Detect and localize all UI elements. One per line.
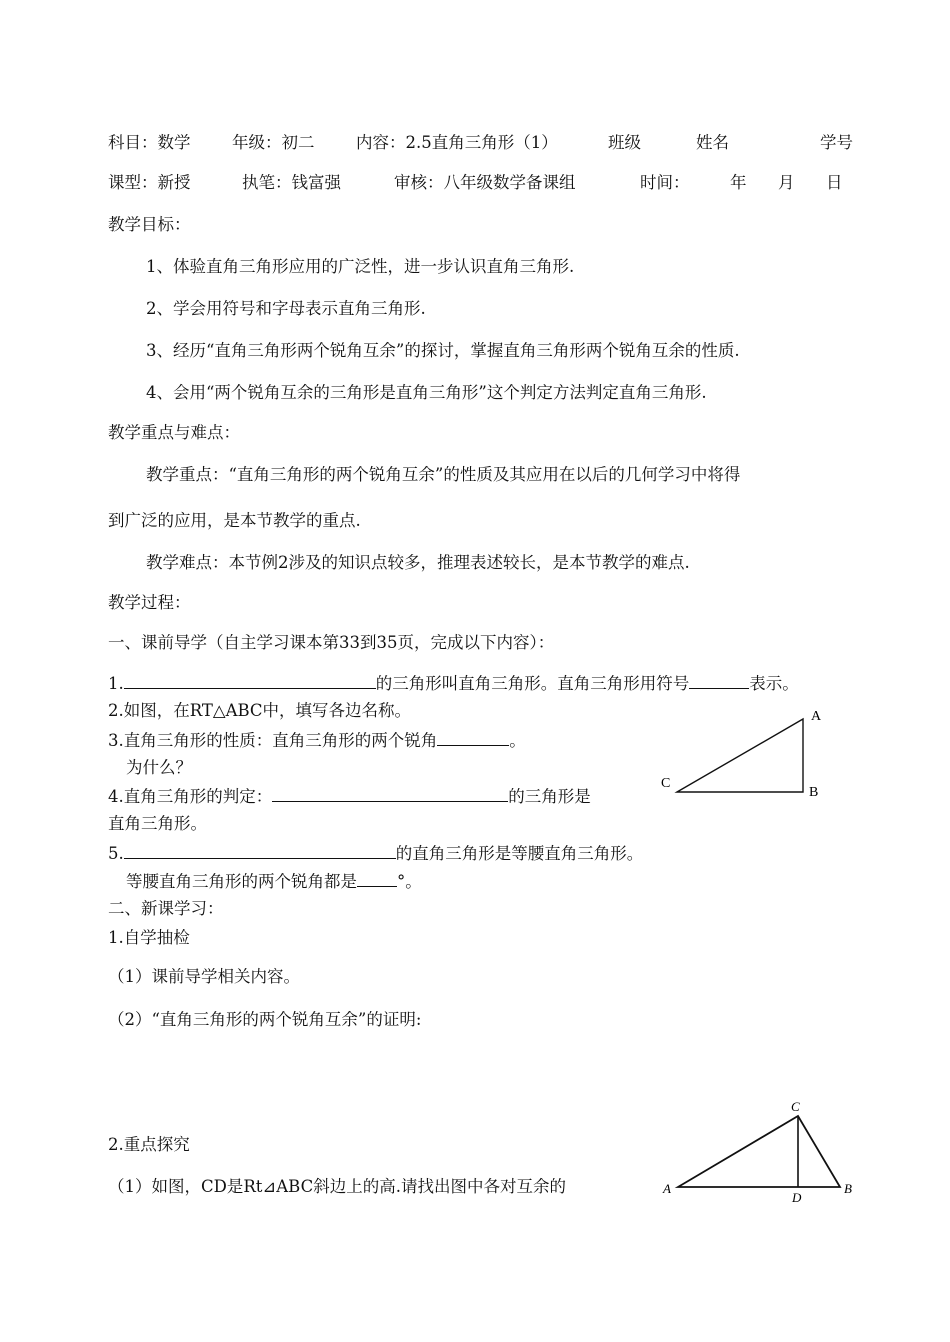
q4-suffix: 的三角形是 bbox=[508, 787, 591, 806]
goal-item-1: 1、体验直角三角形应用的广泛性，进一步认识直角三角形. bbox=[146, 257, 575, 276]
content-field: 内容：2.5直角三角形（1） bbox=[356, 133, 558, 152]
question-5 bbox=[108, 842, 643, 865]
key-points-title: 教学重点与难点： bbox=[108, 423, 240, 442]
question-4-line-2: 直角三角形。 bbox=[108, 814, 207, 833]
class-field: 班级 bbox=[608, 133, 641, 152]
q1-prefix: 1. bbox=[108, 674, 124, 693]
time-field: 时间： bbox=[640, 173, 690, 192]
q3-suffix: 。 bbox=[509, 731, 526, 750]
q3-blank[interactable] bbox=[437, 729, 509, 746]
process-title: 教学过程： bbox=[108, 593, 191, 612]
question-2: 2.如图，在RT△ABC中，填写各边名称。 bbox=[108, 701, 412, 720]
question-3-why: 为什么？ bbox=[126, 758, 192, 777]
question-4 bbox=[108, 785, 591, 808]
q5-line2-prefix: 等腰直角三角形的两个锐角都是 bbox=[126, 872, 357, 891]
q5-prefix: 5. bbox=[108, 844, 124, 863]
label-c: C bbox=[661, 776, 671, 791]
lesson-type-field: 课型：新授 bbox=[108, 173, 191, 192]
key-point-line-1: 教学重点：“直角三角形的两个锐角互余”的性质及其应用在以后的几何学习中将得 bbox=[146, 465, 741, 484]
self-check-title: 1.自学抽检 bbox=[108, 928, 190, 947]
label-a: A bbox=[811, 709, 822, 724]
q5-blank-degree[interactable] bbox=[357, 870, 397, 887]
year-field: 年 bbox=[730, 173, 747, 192]
q4-blank[interactable] bbox=[272, 785, 508, 802]
question-5-line-2 bbox=[126, 870, 422, 893]
q5-line2-suffix: °。 bbox=[397, 872, 422, 891]
month-field: 月 bbox=[778, 173, 795, 192]
question-1 bbox=[108, 672, 799, 695]
triangle-figure-2 bbox=[658, 1095, 858, 1205]
q4-prefix: 4.直角三角形的判定： bbox=[108, 787, 273, 806]
new-lesson-title: 二、新课学习： bbox=[108, 899, 224, 918]
label-b: B bbox=[809, 785, 819, 800]
goal-item-2: 2、学会用符号和字母表示直角三角形. bbox=[146, 299, 426, 318]
day-field: 日 bbox=[826, 173, 843, 192]
q1-middle: 的三角形叫直角三角形。直角三角形用符号 bbox=[375, 674, 690, 693]
review-field: 审核：八年级数学备课组 bbox=[394, 173, 576, 192]
q1-suffix: 表示。 bbox=[749, 674, 799, 693]
label-c-2: C bbox=[791, 1099, 800, 1114]
explore-item-1: （1）如图，CD是Rt⊿ABC斜边上的高.请找出图中各对互余的 bbox=[108, 1177, 566, 1196]
question-3 bbox=[108, 729, 526, 752]
q5-suffix: 的直角三角形是等腰直角三角形。 bbox=[395, 844, 644, 863]
q1-blank-definition[interactable] bbox=[124, 672, 376, 689]
goal-item-4: 4、会用“两个锐角互余的三角形是直角三角形”这个判定方法判定直角三角形. bbox=[146, 383, 707, 402]
student-no-field: 学号 bbox=[820, 133, 853, 152]
label-b-2: B bbox=[844, 1181, 852, 1196]
pre-study-title: 一、课前导学（自主学习课本第33到35页，完成以下内容）： bbox=[108, 633, 555, 652]
subject-field: 科目：数学 bbox=[108, 133, 191, 152]
explore-title: 2.重点探究 bbox=[108, 1135, 190, 1154]
q3-text: 3.直角三角形的性质：直角三角形的两个锐角 bbox=[108, 731, 438, 750]
triangle-abc-2 bbox=[678, 1116, 840, 1187]
goals-title: 教学目标： bbox=[108, 215, 191, 234]
grade-field: 年级：初二 bbox=[232, 133, 315, 152]
triangle-figure-1 bbox=[655, 700, 835, 810]
label-d-2: D bbox=[792, 1190, 802, 1205]
difficulty-line: 教学难点：本节例2涉及的知识点较多，推理表述较长，是本节教学的难点. bbox=[146, 553, 690, 572]
q1-blank-symbol[interactable] bbox=[689, 672, 749, 689]
goal-item-3: 3、经历“直角三角形两个锐角互余”的探讨，掌握直角三角形两个锐角互余的性质. bbox=[146, 341, 740, 360]
triangle-abc bbox=[677, 719, 803, 792]
name-field: 姓名 bbox=[696, 133, 729, 152]
q5-blank[interactable] bbox=[124, 842, 396, 859]
label-a-2: A bbox=[663, 1181, 671, 1196]
self-check-item-1: （1）课前导学相关内容。 bbox=[108, 967, 300, 986]
author-field: 执笔：钱富强 bbox=[242, 173, 341, 192]
self-check-item-2: （2）“直角三角形的两个锐角互余”的证明: bbox=[108, 1010, 422, 1029]
key-point-line-2: 到广泛的应用，是本节教学的重点. bbox=[108, 511, 361, 530]
